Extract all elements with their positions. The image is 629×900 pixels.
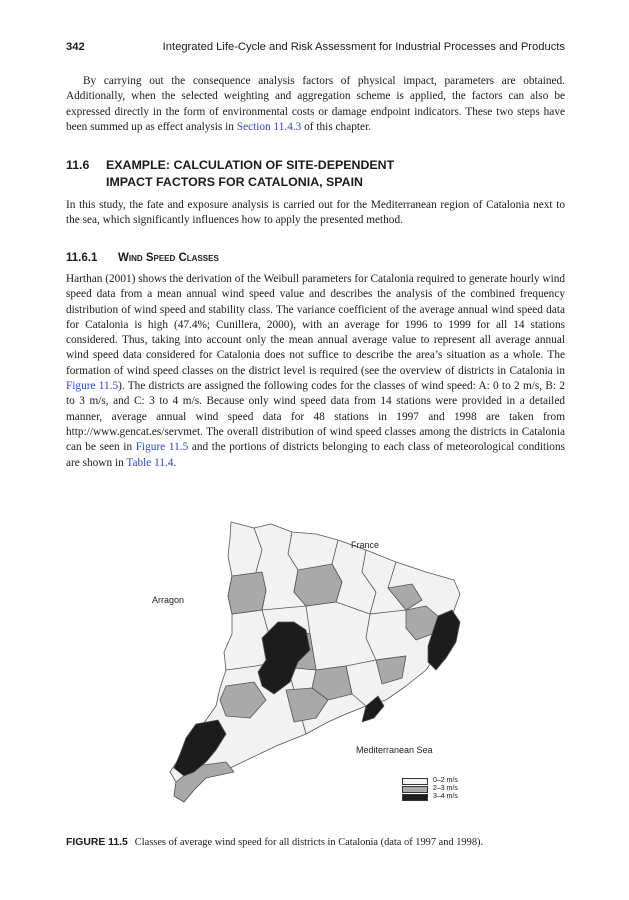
subsection-number: 11.6.1 [66,252,98,264]
section-paragraph: In this study, the fate and exposure analysis is carried out for the Mediterranean region of Catalonia next to the sea, which significantly influences how to apply the presented method. [66,199,565,227]
district-class-b [294,564,342,606]
label-aragon: Arragon [152,595,185,605]
legend-swatch-a [402,778,428,785]
figure-label: FIGURE 11.5 [66,837,128,849]
subsection-title: Wind Speed Classes [118,252,219,264]
figure-link-2[interactable]: Figure 11.5 [135,441,189,454]
running-head [66,41,565,57]
running-title: Integrated Life-Cycle and Risk Assessment for Industrial Processes and Products [162,41,565,53]
legend-swatch-c [402,794,428,801]
legend-label: 3–4 m/s [433,793,458,800]
section-title-line2: IMPACT FACTORS FOR CATALONIA, SPAIN [106,175,363,189]
section-number: 11.6 [66,158,90,172]
caption-text: Classes of average wind speed for all districts in Catalonia (data of 1997 and 1998). [134,837,484,849]
legend-label: 0–2 m/s [433,777,458,784]
figure-catalonia-map [66,510,565,820]
label-france: France [351,540,380,550]
page-number: 342 [66,41,85,53]
legend-swatch-b [402,786,428,793]
legend-item [402,794,507,802]
district-class-b [228,572,266,614]
section-link[interactable]: Section 11.4.3 [236,120,302,133]
figure-link-1[interactable]: Figure 11.5 [66,380,119,393]
intro-paragraph: By carrying out the consequence analysis factors of physical impact, parameters are obtained. Additionally, when the selected weighting and aggregation scheme is applied, the factors can also be expressed directly in the form of environmental costs or damage endpoint indicators. These two steps have been summed up as effect analysis in Section 11.4.3 of this chapter. [66,75,565,133]
section-title-line1: EXAMPLE: CALCULATION OF SITE-DEPENDENT [106,158,395,172]
legend-label: 2–3 m/s [433,785,458,792]
label-mediterranean-sea: Mediterranean Sea [356,745,433,755]
map-legend [402,778,507,802]
table-link[interactable]: Table 11.4 [126,456,174,469]
figure-caption [66,836,565,850]
catalonia-district-map [66,510,565,820]
subsection-paragraph: Harthan (2001) shows the derivation of the Weibull parameters for Catalonia required to generate hourly wind speed data from a mean annual wind speed value and describes the analysis of the combined frequency distribution of wind speed and stability class. The variance coefficient of the average annual wind speed data for Catalonia is high (47.4%; Cunillera, 2000), with an average for 1996 to 1999 for all 14 stations considered. Thus, taking into account only the mean annual average value to represent all average annual wind speed data considered for Catalonia does not suffice to describe the area’s situation as a whole. The formation of wind speed classes on the district level is required (see the overview of districts in Catalonia in Figure 11.5). The districts are assigned the following codes for the classes of wind speed: A: 0 to 2 m/s, B: 2 to 3 m/s, and C: 3 to 4 m/s. Because only wind speed data from 14 stations were provided in a detailed manner, average annual wind speed data for 48 stations in 1997 and 1998 are taken from http://www.gencat.es/servmet. The overall distribution of wind speed classes among the districts in Catalonia can be seen in Figure 11.5 and the portions of districts belonging to each class of meteorological conditions are shown in Table 11.4. [66,273,565,469]
